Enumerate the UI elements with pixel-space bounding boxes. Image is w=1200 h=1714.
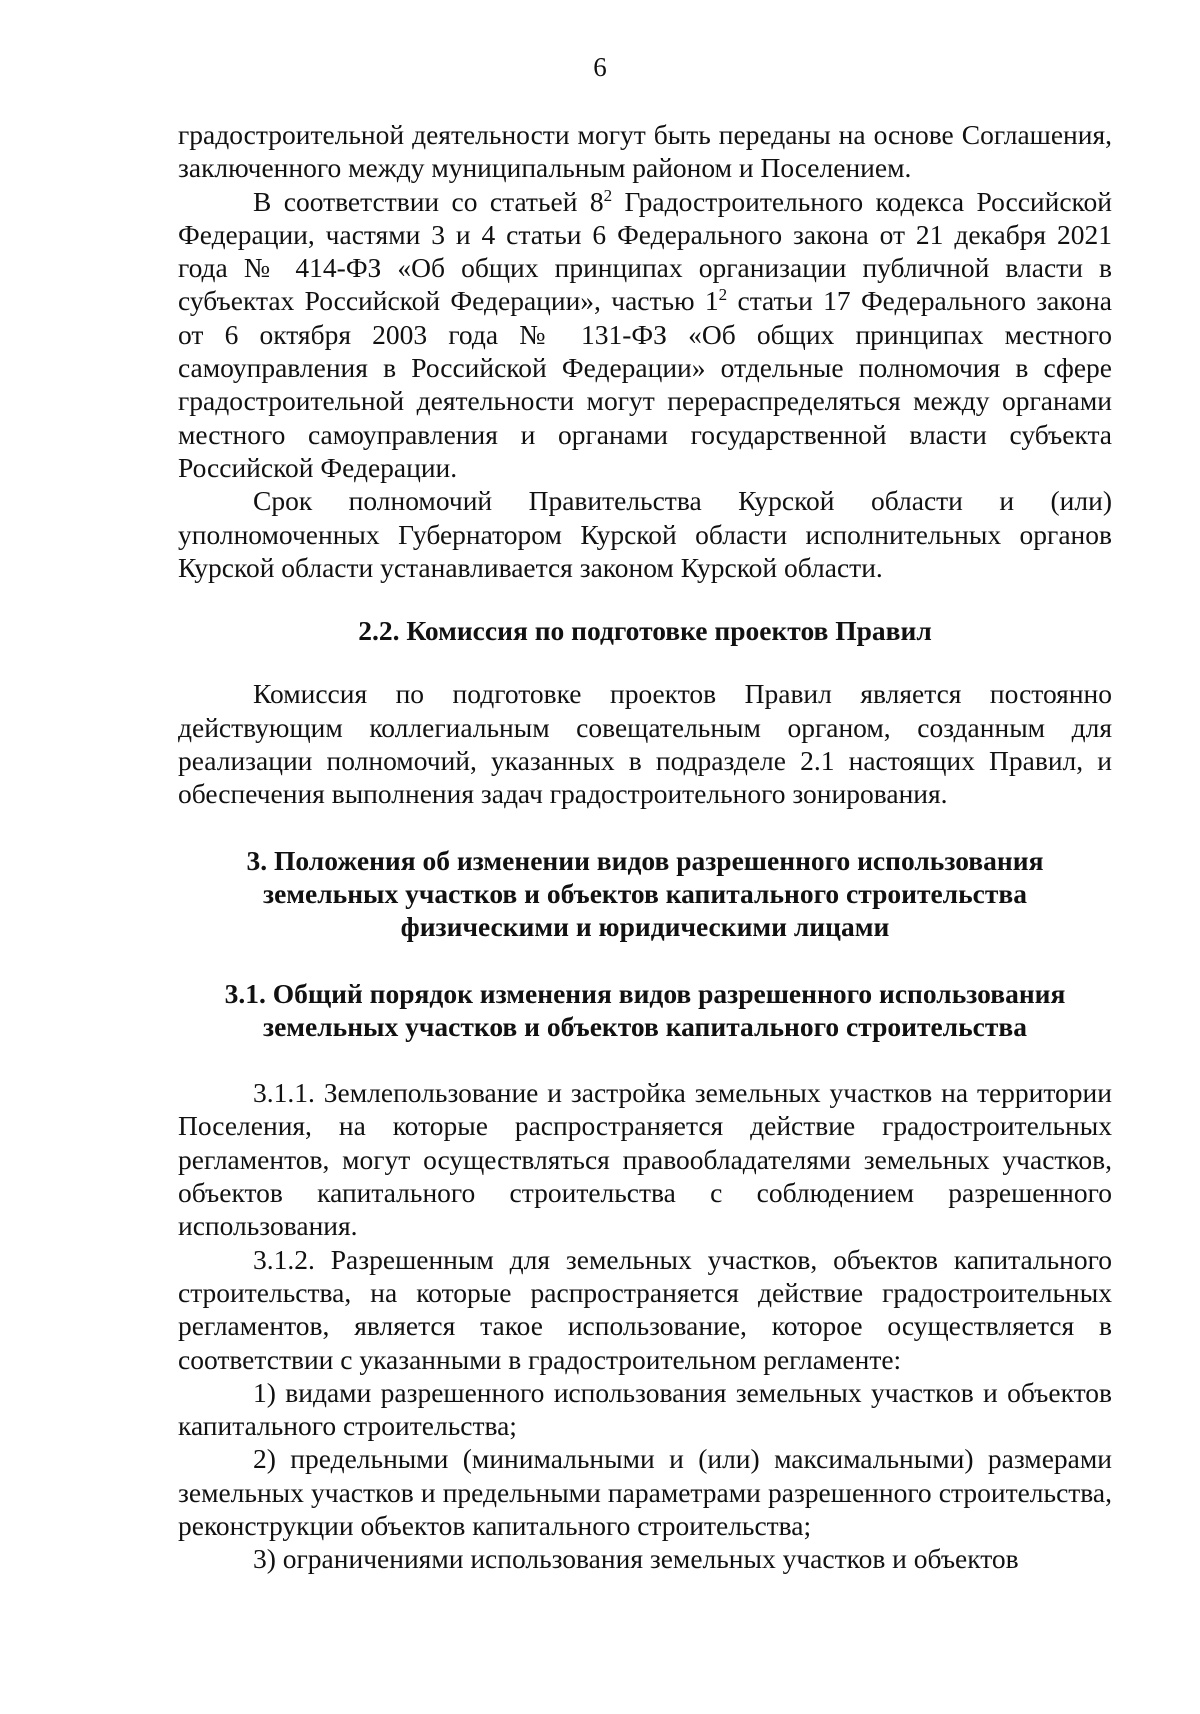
heading-line: 3. Положения об изменении видов разрешенного использования <box>246 844 1044 876</box>
heading-line: земельных участков и объектов капитального строительства <box>263 1010 1027 1042</box>
list-item: 1) видами разрешенного использования земельных участков и объектов капитального строительства; <box>178 1376 1112 1442</box>
superscript: 2 <box>718 285 728 305</box>
list-item: 3) ограничениями использования земельных участков и объектов <box>253 1543 1019 1575</box>
paragraph: 3.1.1. Землепользование и застройка земельных участков на территории Поселения, на которые распространяется действие градостроительных регламентов, могут осуществляться правообладателями земельных участков, объектов капитального строительства с соблюдением разрешенного использования. <box>178 1077 1112 1242</box>
section-heading <box>178 844 1112 944</box>
heading-line: земельных участков и объектов капитального строительства <box>263 877 1027 909</box>
paragraph: Срок полномочий Правительства Курской области и (или) уполномоченных Губернатором Курской области исполнительных органов Курской области устанавливается законом Курской области. <box>178 485 1112 583</box>
superscript: 2 <box>603 185 613 205</box>
paragraph <box>178 185 1112 485</box>
paragraph-text: В соответствии со статьей 8 <box>253 185 604 217</box>
paragraph: градостроительной деятельности могут быть переданы на основе Соглашения, заключенного между муниципальным районом и Поселением. <box>178 119 1112 184</box>
list-item: 2) предельными (минимальными и (или) максимальными) размерами земельных участков и предельными параметрами разрешенного строительства, реконструкции объектов капитального строительства; <box>178 1443 1112 1541</box>
page-number: 6 <box>593 52 607 82</box>
paragraph-text: статьи 17 Федерального закона от 6 октября 2003 года № 131-ФЗ «Об общих принципах местного самоуправления в Российской Федерации» отдельные полномочия в сфере градостроительной деятельности могут перераспределяться между органами местного самоуправления и органами государственной власти субъекта Российской Федерации. <box>178 285 1112 483</box>
paragraph: Комиссия по подготовке проектов Правил является постоянно действующим коллегиальным совещательным органом, созданным для реализации полномочий, указанных в подразделе 2.1 настоящих Правил, и обеспечения выполнения задач градостроительного зонирования. <box>178 678 1112 810</box>
section-heading: 2.2. Комиссия по подготовке проектов Правил <box>358 615 932 647</box>
paragraph-text: Градостроительного кодекса Российской Федерации, частями 3 и 4 статьи 6 Федерального закона от 21 декабря 2021 года № 414-ФЗ «Об общих принципах организации публичной власти в субъектах Российской Федерации», частью 1 <box>178 185 1112 317</box>
paragraph: 3.1.2. Разрешенным для земельных участков, объектов капитального строительства, на которые распространяется действие градостроительных регламентов, является такое использование, которое осуществляется в соответствии с указанными в градостроительном регламенте: <box>178 1243 1112 1375</box>
heading-line: 3.1. Общий порядок изменения видов разрешенного использования <box>224 977 1066 1009</box>
heading-line: физическими и юридическими лицами <box>400 911 890 943</box>
subsection-heading <box>178 977 1112 1044</box>
document-body <box>178 118 1112 1576</box>
